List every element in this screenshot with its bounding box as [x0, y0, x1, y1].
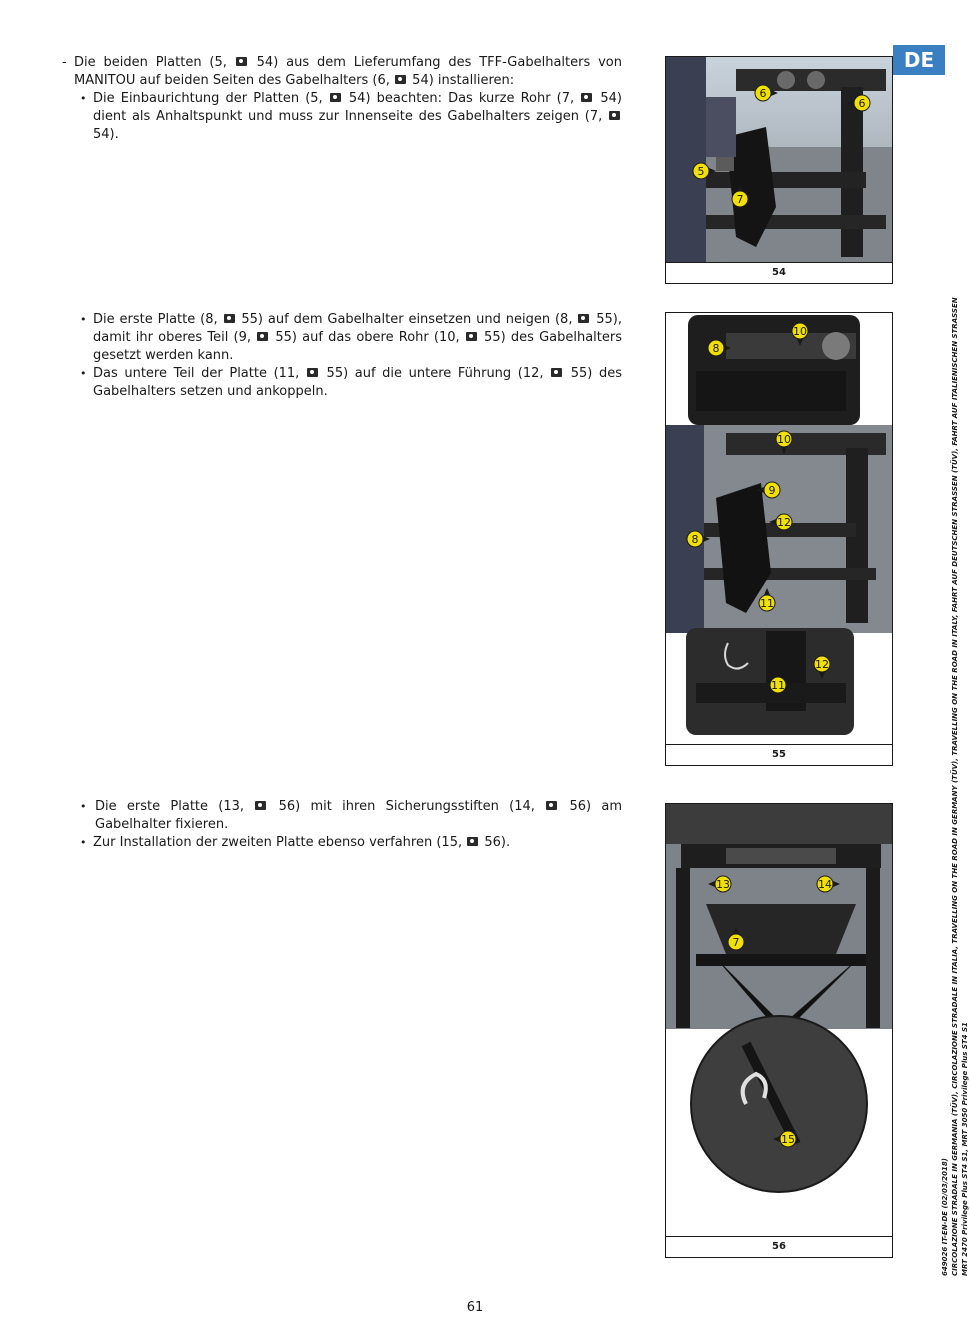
callout-7: [728, 927, 744, 950]
camera-icon: [395, 75, 406, 84]
doc-models: MRT 2470 Privilege Plus ST4 S1, MRT 3050 Privilege Plus ST4 S1: [961, 1022, 969, 1276]
doc-chapter-titles: CIRCOLAZIONE STRADALE IN GERMANIA (TÜV), CIRCOLAZIONE STRADALE IN ITALIA, TRAVELLING ON THE ROAD IN GERMANY (TÜV), TRAVELLING ON THE ROAD IN ITALY, FAHRT AUF DEUTSCHEN STRASSEN (TÜV), FAHRT AUF ITALIENISCHEN STRASSEN: [951, 297, 959, 1276]
camera-icon: [609, 111, 620, 120]
figure-54-callouts: [666, 57, 892, 262]
camera-icon: [236, 57, 247, 66]
svg-text:11: 11: [760, 597, 774, 610]
svg-text:11: 11: [771, 679, 785, 692]
camera-icon: [466, 332, 477, 341]
camera-icon: [578, 314, 589, 323]
figure-54-caption: 54: [666, 262, 892, 283]
callout-10b: [776, 431, 792, 454]
svg-text:10: 10: [793, 325, 807, 338]
svg-text:12: 12: [815, 658, 829, 671]
camera-icon: [581, 93, 592, 102]
callout-5: [693, 163, 716, 179]
callout-12b: [814, 656, 830, 679]
svg-text:15: 15: [781, 1133, 795, 1146]
camera-icon: [257, 332, 268, 341]
figure-56-caption: 56: [666, 1236, 892, 1257]
callout-15: [773, 1131, 796, 1147]
callout-6a: [755, 85, 778, 101]
svg-text:10: 10: [777, 433, 791, 446]
bullet-item-lower-part: • Das untere Teil der Platte (11, 55) auf die untere Führung (12, 55) des Gabelhalters setzen und ankoppeln.: [60, 365, 622, 401]
camera-icon: [330, 93, 341, 102]
callout-11a: [759, 588, 775, 611]
bullet-item-second-plate: • Zur Installation der zweiten Platte ebenso verfahren (15, 56).: [60, 834, 622, 852]
svg-text:9: 9: [768, 484, 776, 497]
callout-8a: [708, 340, 731, 356]
camera-icon: [255, 801, 266, 810]
figure-55: [665, 312, 893, 766]
callout-13: [708, 876, 731, 892]
bullet-item-first-plate: • Die erste Platte (8, 55) auf dem Gabelhalter einsetzen und neigen (8, 55), damit ihr oberes Teil (9, 55) auf das obere Rohr (10, 55) des Gabelhalters gesetzt werden kann.: [60, 311, 622, 365]
callout-14: [817, 876, 840, 892]
callout-9: [757, 482, 780, 498]
page-number: 61: [466, 1300, 484, 1315]
instruction-block-3: [60, 798, 622, 852]
svg-text:7: 7: [732, 936, 740, 949]
language-tab: DE: [893, 45, 945, 75]
figure-54: [665, 56, 893, 284]
callout-12a: [769, 514, 792, 530]
callout-6b: [847, 95, 870, 111]
svg-text:14: 14: [818, 878, 832, 891]
figure-55-callouts: [666, 313, 892, 743]
figure-56-callouts: [666, 804, 892, 1236]
camera-icon: [307, 368, 318, 377]
callout-10a: [792, 323, 808, 346]
svg-text:12: 12: [777, 516, 791, 529]
figure-55-caption: 55: [666, 744, 892, 765]
dash-item-install-plates: - Die beiden Platten (5, 54) aus dem Lieferumfang des TFF-Gabelhalters von MANITOU auf beiden Seiten des Gabelhalters (6, 54) installieren:: [60, 54, 622, 90]
figure-56: [665, 803, 893, 1258]
svg-text:13: 13: [716, 878, 730, 891]
bullet-item-orientation: • Die Einbaurichtung der Platten (5, 54) beachten: Das kurze Rohr (7, 54) dient als Anhaltspunkt und muss zur Innenseite des Gabelhalters zeigen (7, 54).: [60, 90, 622, 144]
callout-8b: [687, 531, 710, 547]
side-document-info: [940, 297, 970, 1276]
doc-reference: 649026 IT-EN-DE (02/03/2018): [941, 1158, 949, 1276]
camera-icon: [551, 368, 562, 377]
bullet-item-fix-plate: • Die erste Platte (13, 56) mit ihren Sicherungsstiften (14, 56) am Gabelhalter fixieren.: [60, 798, 622, 834]
instruction-block-1: [60, 54, 622, 144]
callout-11b: [770, 677, 793, 693]
svg-text:6: 6: [858, 97, 866, 110]
instruction-block-2: [60, 311, 622, 401]
svg-text:7: 7: [736, 193, 744, 206]
camera-icon: [467, 837, 478, 846]
svg-text:8: 8: [712, 342, 720, 355]
callout-7: [732, 184, 748, 207]
svg-text:5: 5: [697, 165, 705, 178]
svg-text:8: 8: [691, 533, 699, 546]
svg-text:6: 6: [759, 87, 767, 100]
camera-icon: [546, 801, 557, 810]
camera-icon: [224, 314, 235, 323]
